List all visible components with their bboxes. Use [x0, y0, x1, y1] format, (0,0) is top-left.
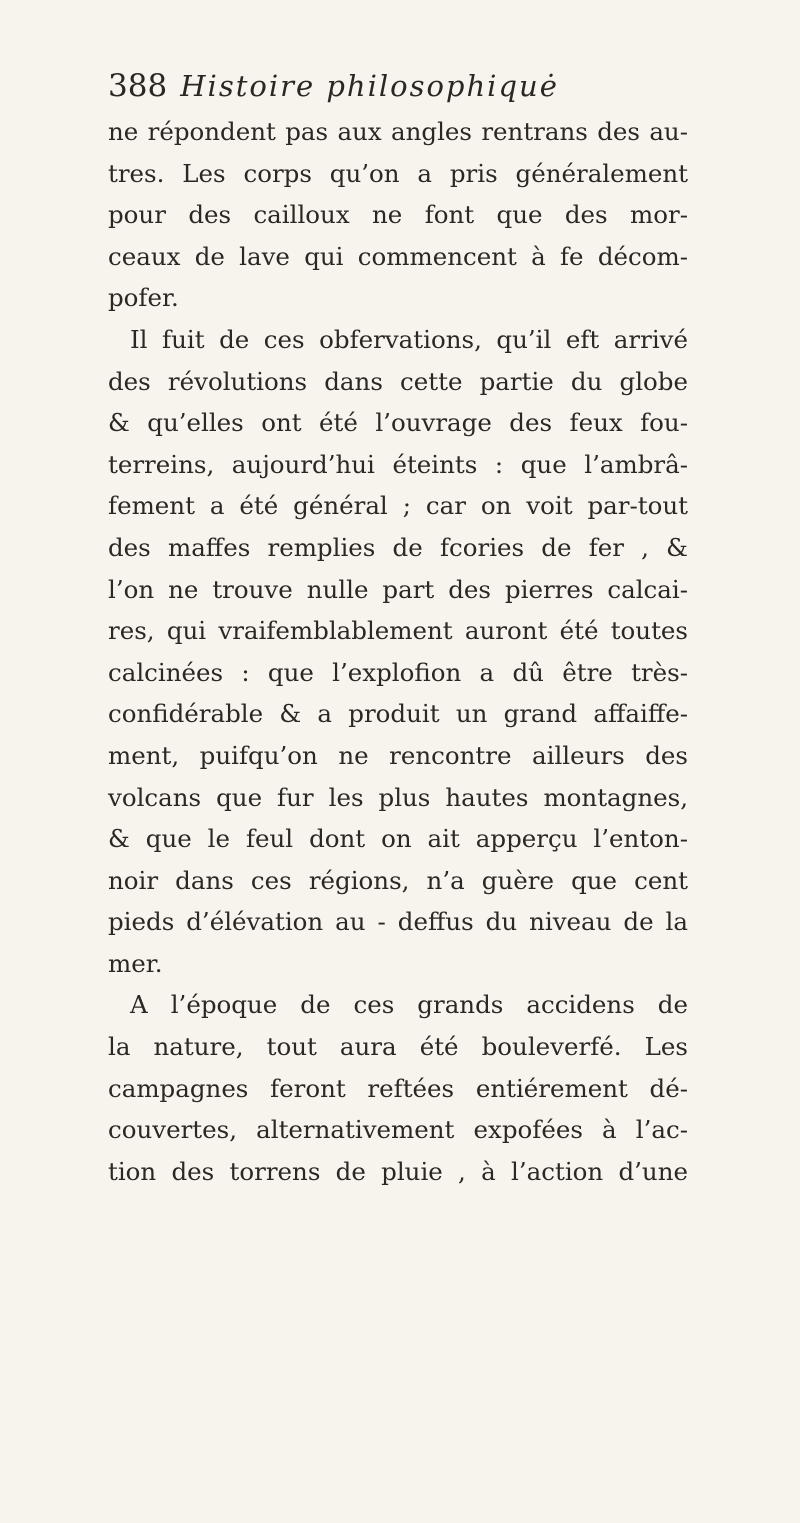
text-line: Il fuit de ces obfervations, qu’il eft arrivé: [130, 324, 688, 354]
text-line: tion des torrens de pluie , à l’action d’une: [108, 1156, 688, 1186]
text-line: calcinées : que l’explofion a dû être très-: [108, 657, 688, 687]
text-line: des maffes remplies de fcories de fer , &: [108, 532, 688, 562]
text-line: ne répondent pas aux angles rentrans des au-: [108, 117, 688, 146]
text-line: mer.: [108, 948, 163, 978]
text-line: ment, puifqu’on ne rencontre ailleurs des: [108, 740, 688, 770]
text-line: & que le feul dont on ait apperçu l’enton-: [108, 824, 688, 854]
page-header: [108, 68, 688, 116]
text-line: terreins, aujourd’hui éteints : que l’ambrâ-: [108, 449, 688, 479]
page-number: 388: [108, 68, 168, 104]
text-line: pieds d’élévation au - deffus du niveau de la: [108, 907, 688, 937]
text-line: l’on ne trouve nulle part des pierres calcai-: [108, 574, 688, 604]
text-line: campagnes feront reftées entiérement dé-: [108, 1073, 688, 1103]
running-title: Histoire philosophiquė: [180, 69, 559, 103]
text-line: & qu’elles ont été l’ouvrage des feux fou-: [108, 408, 688, 438]
text-line: volcans que fur les plus hautes montagnes,: [108, 782, 688, 812]
text-line: des révolutions dans cette partie du globe: [108, 366, 688, 396]
body-text: [108, 111, 688, 1192]
text-line: tres. Les corps qu’on a pris généralement: [108, 158, 688, 188]
text-line: confidérable & a produit un grand affaiffe-: [108, 699, 688, 729]
text-line: pour des cailloux ne font que des mor-: [108, 200, 688, 230]
text-line: couvertes, alternativement expofées à l’ac-: [108, 1115, 688, 1145]
text-line: fement a été général ; car on voit par-tout: [108, 491, 688, 521]
text-line: la nature, tout aura été bouleverfé. Les: [108, 1032, 688, 1062]
text-line: res, qui vraifemblablement auront été toutes: [108, 616, 688, 646]
text-line: A l’époque de ces grands accidens de: [130, 990, 688, 1020]
text-line: ceaux de lave qui commencent à fe décom-: [108, 241, 688, 271]
text-line: pofer.: [108, 283, 179, 313]
text-line: noir dans ces régions, n’a guère que cent: [108, 865, 688, 895]
